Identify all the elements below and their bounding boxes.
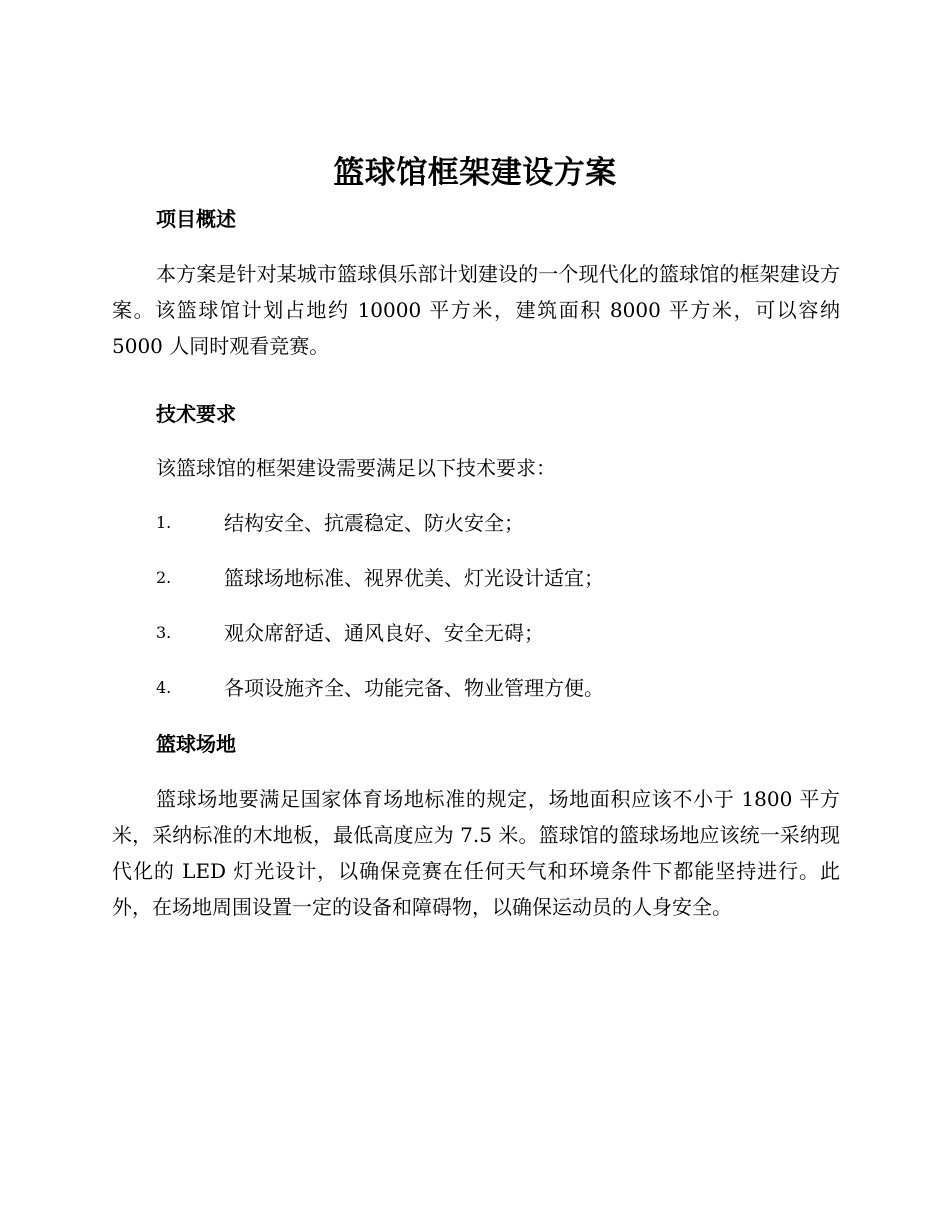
section-heading-tech-requirements: 技术要求 xyxy=(156,402,236,426)
list-item-number: 3. xyxy=(156,623,172,642)
list-item-number: 2. xyxy=(156,568,172,587)
overview-paragraph: 本方案是针对某城市篮球俱乐部计划建设的一个现代化的篮球馆的框架建设方案。该篮球馆计划占地约 10000 平方米，建筑面积 8000 平方米，可以容纳 5000 人同时观看竞赛。 xyxy=(112,262,840,358)
court-paragraph: 篮球场地要满足国家体育场地标准的规定，场地面积应该不小于 1800 平方米，采纳标准的木地板，最低高度应为 7.5 米。篮球馆的篮球场地应该统一采纳现代化的 LED 灯光设计，以确保竞赛在任何天气和环境条件下都能坚持进行。此外，在场地周围设置一定的设备和障碍物，以确保运动员的人身安全。 xyxy=(112,787,840,919)
list-item xyxy=(156,670,856,725)
document-title: 篮球馆框架建设方案 xyxy=(333,155,617,191)
section-heading-overview: 项目概述 xyxy=(156,207,236,231)
list-item xyxy=(156,505,856,560)
tech-requirements-intro: 该篮球馆的框架建设需要满足以下技术要求： xyxy=(156,456,556,480)
list-item xyxy=(156,615,856,670)
list-item-number: 4. xyxy=(156,678,172,697)
list-item xyxy=(156,560,856,615)
list-item-number: 1. xyxy=(156,513,172,532)
list-item-text: 篮球场地标准、视界优美、灯光设计适宜； xyxy=(224,566,604,590)
list-item-text: 结构安全、抗震稳定、防火安全； xyxy=(224,511,524,535)
section-heading-court: 篮球场地 xyxy=(156,732,236,756)
tech-requirements-list xyxy=(156,505,856,725)
list-item-text: 各项设施齐全、功能完备、物业管理方便。 xyxy=(224,676,604,700)
list-item-text: 观众席舒适、通风良好、安全无碍； xyxy=(224,621,544,645)
